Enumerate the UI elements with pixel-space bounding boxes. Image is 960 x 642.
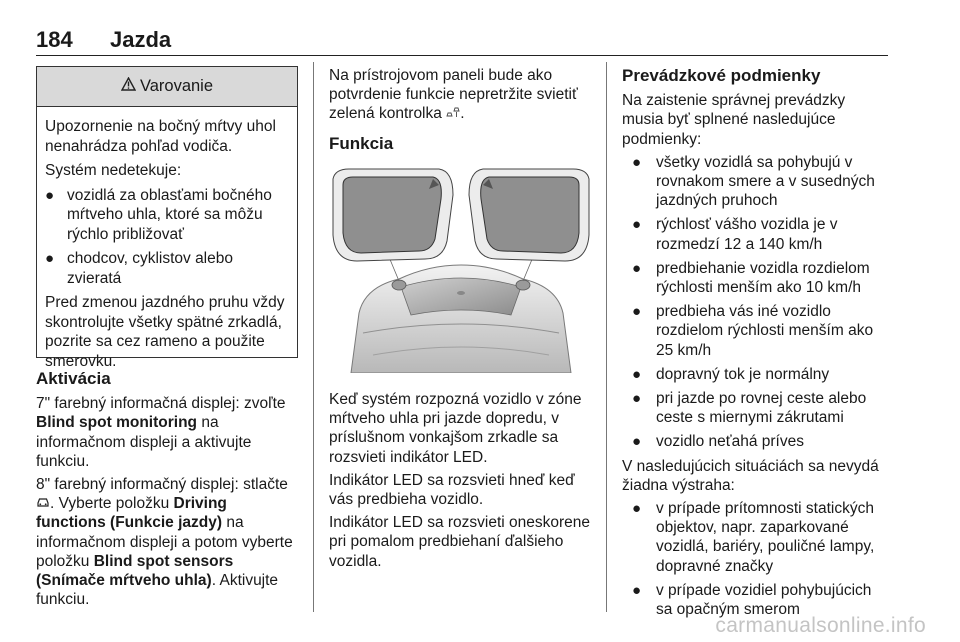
page-header [36, 26, 888, 56]
watermark: carmanualsonline.info [715, 614, 926, 637]
warning-header [37, 67, 297, 107]
page-number: 184 [36, 27, 73, 52]
list-item: ● rýchlosť vášho vozidla je v rozmedzí 12 a 140 km/h [632, 216, 838, 253]
column-divider-1 [313, 62, 314, 612]
list-item: ● v prípade prítomnosti statických objektov, napr. zaparkované vozidlá, bariéry, pouličné lampy, dopravné značky [632, 500, 875, 575]
indicator-paragraph: Na prístrojovom paneli bude ako potvrdenie funkcie nepretržite svietiť zelená kontrolka . [329, 67, 578, 123]
car-settings-icon [36, 495, 50, 512]
list-item: ● vozidlá za oblasťami bočného mŕtveho uhla, ktoré sa môžu rýchlo približovať [45, 186, 272, 243]
bullet-dot-icon: ● [632, 433, 642, 451]
activation-section [36, 369, 300, 613]
paragraph: 8" farebný informačný displej: stlačte . Vyberte položku Driving functions (Funkcie jazdy) na informačnom displeji a potom vyberte položku Blind spot sensors (Snímače mŕtveho uhla). Aktivujte funkciu. [36, 476, 293, 609]
paragraph: Indikátor LED sa rozsvieti hneď keď vás predbieha vozidlo. [329, 471, 575, 509]
list-item: ● chodcov, cyklistov alebo zvieratá [45, 250, 233, 287]
warning-title: Varovanie [139, 77, 214, 95]
list-item: ● v prípade vozidiel pohybujúcich sa opačným smerom [632, 581, 872, 619]
bullet-dot-icon: ● [632, 365, 642, 383]
section-heading: Funkcia [329, 134, 394, 153]
function-section [329, 390, 595, 575]
conditions-section [622, 66, 890, 624]
list-item: ● pri jazde po rovnej ceste alebo ceste s miernymi zákrutami [632, 390, 867, 427]
bullet-dot-icon: ● [632, 581, 642, 599]
list-item: ● predbieha vás iné vozidlo rozdielom rýchlosti menším ako 25 km/h [632, 303, 874, 359]
bullet-dot-icon: ● [632, 500, 642, 518]
paragraph: Indikátor LED sa rozsvieti oneskorene pri pomalom predbiehaní ďalšieho vozidla. [329, 514, 591, 570]
bullet-dot-icon: ● [632, 216, 642, 234]
column-divider-2 [606, 62, 607, 612]
chapter-title: Jazda [110, 27, 172, 52]
warning-triangle-icon [121, 77, 136, 96]
paragraph: 7" farebný informačná displej: zvoľte Blind spot monitoring na informačnom displeji a aktivujte funkciu. [36, 395, 286, 470]
bullet-dot-icon: ● [632, 153, 642, 171]
list-item: ● predbiehanie vozidla rozdielom rýchlosti menším ako 10 km/h [632, 259, 870, 297]
bullet-dot-icon: ● [45, 250, 55, 267]
list-item: ● všetky vozidlá sa pohybujú v rovnakom smere a v susedných jazdných pruhoch [632, 153, 875, 210]
paragraph: Keď systém rozpozná vozidlo v zóne mŕtveho uhla pri jazde dopredu, v príslušnom vonkajšom zrkadle sa rozsvieti indikátor LED. [329, 391, 582, 466]
warning-text: Upozornenie na bočný mŕtvy uhol nenahrádza pohľad vodiča. [45, 118, 276, 155]
paragraph: V nasledujúcich situáciách sa nevydá žiadna výstraha: [622, 457, 879, 494]
bullet-dot-icon: ● [632, 259, 642, 277]
section-heading: Prevádzkové podmienky [622, 66, 821, 85]
warning-box [36, 66, 298, 370]
list-item: ● vozidlo neťahá príves [632, 433, 804, 451]
list-item: ● dopravný tok je normálny [632, 365, 830, 383]
bullet-dot-icon: ● [632, 390, 642, 408]
warning-text: Pred zmenou jazdného pruhu vždy skontrolujte všetky spätné zrkadlá, pozrite sa cez rameno a použite smerovku. [45, 294, 285, 370]
paragraph: Na zaistenie správnej prevádzky musia byť splnené nasledujúce podmienky: [622, 92, 846, 148]
mirror-illustration [329, 165, 593, 373]
bullet-dot-icon: ● [632, 303, 642, 321]
section-heading: Aktivácia [36, 369, 111, 388]
bullet-dot-icon: ● [45, 186, 55, 204]
blind-spot-indicator-icon [446, 105, 460, 122]
warning-text: Systém nedetekuje: [45, 162, 182, 179]
